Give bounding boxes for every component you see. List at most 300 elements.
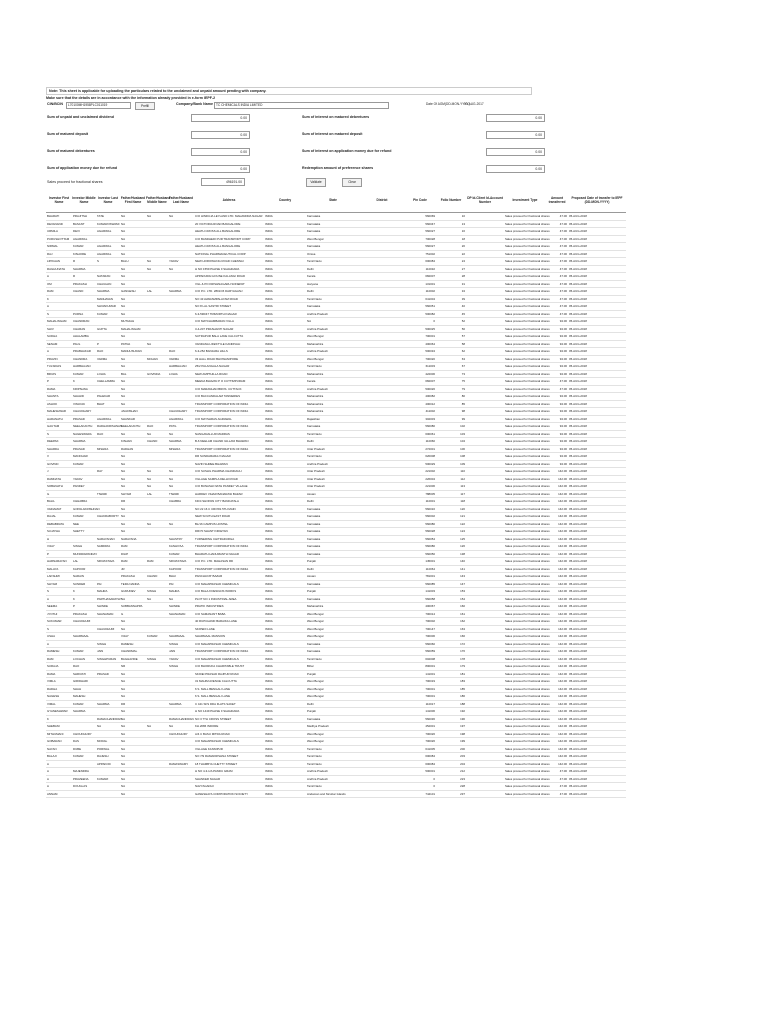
table-cell[interactable]: JAIN	[168, 648, 194, 656]
table-cell[interactable]: TURNERING CHITRADURGA	[194, 535, 264, 543]
table-cell[interactable]	[96, 333, 120, 341]
table-cell[interactable]: PRAJITSH	[72, 213, 96, 221]
table-cell[interactable]: 682007	[404, 273, 436, 281]
table-cell[interactable]: SUJATHA	[46, 528, 72, 536]
table-cell[interactable]: 600084	[404, 753, 436, 761]
table-cell[interactable]: Punjab	[306, 558, 360, 566]
table-cell[interactable]: 94.00	[546, 318, 568, 326]
table-cell[interactable]: 18 THAMBYA CHETTY STREET	[194, 760, 264, 768]
table-cell[interactable]: NA	[120, 505, 146, 513]
table-cell[interactable]: 142.00	[546, 670, 568, 678]
table-cell[interactable]	[146, 543, 168, 551]
table-cell[interactable]: SHINDE	[168, 603, 194, 611]
table-cell[interactable]: NAVYAGADHI	[194, 783, 264, 791]
table-cell[interactable]: KAPOOR	[168, 565, 194, 573]
table-cell[interactable]: KUMAROSWAMI	[97, 221, 120, 226]
table-cell[interactable]: Andhra Pradesh	[306, 385, 360, 393]
table-cell[interactable]: Sales proceed for fractional shares	[505, 551, 550, 556]
table-cell[interactable]: 47.00	[546, 310, 568, 318]
table-cell[interactable]	[168, 400, 194, 408]
table-cell[interactable]: Sales proceed for fractional shares	[505, 544, 550, 548]
fractional-shares-value[interactable]: 496191.00	[201, 178, 245, 186]
table-cell[interactable]: NA	[120, 595, 146, 603]
table-cell[interactable]: INDIA	[264, 295, 306, 303]
table-cell[interactable]: 700002	[404, 618, 436, 626]
table-cell[interactable]	[360, 490, 404, 498]
table-cell[interactable]: TATE	[96, 213, 120, 221]
table-cell[interactable]: NO 43 AVARAMPALAYAM ROAD	[194, 295, 264, 303]
table-cell[interactable]	[360, 625, 404, 633]
table-cell[interactable]: OM	[46, 280, 72, 288]
table-cell[interactable]: PANCHAYAT BAZAR	[194, 573, 264, 581]
table-cell[interactable]: Uttar Pradesh	[306, 475, 360, 483]
table-cell[interactable]	[466, 498, 504, 506]
table-cell[interactable]	[466, 453, 504, 461]
table-cell[interactable]: 142.00	[546, 475, 568, 483]
table-cell[interactable]: C/O MAHAPRASAD CHEMICALS	[194, 580, 264, 588]
table-cell[interactable]: 221006	[404, 483, 436, 491]
table-cell[interactable]	[360, 280, 404, 288]
table-cell[interactable]: A	[46, 640, 72, 648]
clear-button[interactable]: Clear	[342, 178, 362, 187]
table-cell[interactable]	[466, 580, 504, 588]
table-cell[interactable]: 05-AUG-2018	[568, 370, 626, 378]
table-cell[interactable]: Sales proceed for fractional shares	[505, 506, 550, 511]
table-cell[interactable]: Karnataka	[306, 213, 360, 221]
table-cell[interactable]: HARANATH	[46, 415, 72, 423]
table-cell[interactable]: 110001	[404, 498, 436, 506]
table-cell[interactable]: Karnataka	[306, 520, 360, 528]
table-cell[interactable]: 31	[436, 280, 466, 288]
table-cell[interactable]: 560059	[404, 648, 436, 656]
table-cell[interactable]	[466, 220, 504, 228]
table-cell[interactable]	[466, 243, 504, 251]
table-cell[interactable]: West Bengal	[306, 333, 360, 341]
table-cell[interactable]: 160	[436, 603, 466, 611]
table-cell[interactable]: 05-AUG-2018	[568, 363, 626, 371]
table-cell[interactable]: 142.00	[546, 505, 568, 513]
table-cell[interactable]: INDIA	[264, 273, 306, 281]
table-cell[interactable]: Sales proceed for fractional shares	[505, 229, 550, 233]
table-cell[interactable]	[360, 498, 404, 506]
table-cell[interactable]	[96, 265, 120, 273]
table-cell[interactable]: 18	[436, 235, 466, 243]
table-cell[interactable]: 05-AUG-2018	[568, 693, 626, 701]
table-cell[interactable]: Sales proceed for fractional shares	[505, 356, 550, 361]
table-cell[interactable]: YADAV	[72, 475, 96, 483]
table-cell[interactable]: Sales proceed for fractional shares	[505, 251, 550, 256]
table-cell[interactable]: HARBHAJAN	[168, 363, 194, 371]
table-cell[interactable]: INDIA	[264, 543, 306, 551]
table-cell[interactable]: 22	[436, 250, 466, 258]
table-cell[interactable]: KUMAR	[72, 513, 96, 521]
table-cell[interactable]	[168, 318, 194, 326]
table-cell[interactable]: LAL	[146, 288, 168, 296]
table-cell[interactable]: 47.00	[546, 243, 568, 251]
table-cell[interactable]: 142.00	[546, 573, 568, 581]
table-cell[interactable]: NA	[120, 363, 146, 371]
table-cell[interactable]: 142.00	[546, 730, 568, 738]
table-cell[interactable]: Sales proceed for fractional shares	[505, 694, 550, 698]
table-cell[interactable]: 221002	[404, 468, 436, 476]
table-cell[interactable]: C/O MAHAPRASAD CHEMICALS	[194, 655, 264, 663]
table-cell[interactable]: Karnataka	[306, 228, 360, 236]
table-cell[interactable]: 212	[436, 768, 466, 776]
table-cell[interactable]: SURAJA	[46, 663, 72, 671]
table-cell[interactable]: Haryana	[306, 280, 360, 288]
table-cell[interactable]: VARMA	[168, 355, 194, 363]
table-cell[interactable]	[360, 213, 404, 221]
table-cell[interactable]: 172	[436, 640, 466, 648]
table-cell[interactable]: 05-AUG-2018	[568, 580, 626, 588]
table-cell[interactable]: 153	[436, 588, 466, 596]
table-cell[interactable]: KUMAR	[72, 648, 96, 656]
table-cell[interactable]: 16	[436, 228, 466, 236]
table-cell[interactable]: RAM	[46, 655, 72, 663]
table-cell[interactable]: 142.00	[546, 520, 568, 528]
table-cell[interactable]	[466, 678, 504, 686]
table-cell[interactable]: NA	[120, 273, 146, 281]
table-cell[interactable]: 560027	[404, 243, 436, 251]
table-cell[interactable]: V	[46, 453, 72, 461]
table-cell[interactable]: NA	[120, 730, 146, 738]
table-cell[interactable]	[466, 325, 504, 333]
table-cell[interactable]	[466, 783, 504, 791]
table-cell[interactable]: 05-AUG-2018	[568, 535, 626, 543]
table-cell[interactable]	[466, 483, 504, 491]
table-cell[interactable]: LOCHAN	[72, 655, 96, 663]
table-cell[interactable]	[146, 333, 168, 341]
table-cell[interactable]: LOHIA	[96, 370, 120, 378]
table-cell[interactable]	[466, 625, 504, 633]
table-cell[interactable]: 121	[436, 513, 466, 521]
table-cell[interactable]: 142.00	[546, 738, 568, 746]
table-cell[interactable]	[168, 385, 194, 393]
table-cell[interactable]: HEATH CROSS ALL BANGALORE	[194, 228, 264, 236]
table-cell[interactable]	[466, 303, 504, 311]
table-cell[interactable]: C/O P.C. LTD. MAHASAN RD	[194, 558, 264, 566]
table-cell[interactable]	[466, 400, 504, 408]
table-cell[interactable]: H NO 1559 PHASE II SHAHDARA	[194, 265, 264, 273]
table-cell[interactable]: 05-AUG-2018	[568, 310, 626, 318]
table-cell[interactable]: 0	[404, 783, 436, 791]
table-cell[interactable]: SENAM	[46, 340, 72, 348]
table-cell[interactable]: VANDANA LIFESTYLE KANDIVALI	[194, 340, 264, 348]
table-cell[interactable]: 05-AUG-2018	[568, 483, 626, 491]
table-cell[interactable]: Tamil Nadu	[306, 453, 360, 461]
table-cell[interactable]: SHARMA	[96, 700, 120, 708]
table-cell[interactable]	[360, 655, 404, 663]
table-cell[interactable]: INDIA	[264, 633, 306, 641]
table-cell[interactable]: Sales proceed for fractional shares	[505, 686, 550, 691]
table-cell[interactable]: Sales proceed for fractional shares	[505, 641, 550, 646]
table-cell[interactable]: A	[46, 768, 72, 776]
table-cell[interactable]: CHAUDHURI	[96, 625, 120, 633]
table-cell[interactable]: Sales proceed for fractional shares	[505, 784, 550, 788]
table-cell[interactable]: 142.00	[546, 625, 568, 633]
table-cell[interactable]	[96, 460, 120, 468]
table-cell[interactable]: MODAL	[96, 738, 120, 746]
table-cell[interactable]: INDIA	[264, 430, 306, 438]
table-cell[interactable]: NIRMAL	[46, 243, 72, 251]
table-cell[interactable]	[146, 363, 168, 371]
table-cell[interactable]	[168, 325, 194, 333]
table-cell[interactable]: 05-AUG-2018	[568, 558, 626, 566]
table-cell[interactable]: RAO	[96, 348, 120, 356]
table-cell[interactable]: AGARWAL	[72, 235, 96, 243]
table-cell[interactable]	[146, 783, 168, 791]
table-cell[interactable]: NEW HOROWLING ROAD CHENNAI	[194, 258, 264, 266]
table-cell[interactable]: MAHALINGAM	[120, 325, 146, 333]
table-cell[interactable]: Sales proceed for fractional shares	[505, 581, 550, 586]
table-cell[interactable]: RADHAKRISHNAN	[97, 424, 123, 428]
table-cell[interactable]: KUMAR	[72, 460, 96, 468]
table-cell[interactable]: INDIA	[264, 250, 306, 258]
table-cell[interactable]: P	[46, 550, 72, 558]
table-cell[interactable]: VIMAL	[46, 700, 72, 708]
table-cell[interactable]: TRANSPORT CORPORATION OF INDIA	[194, 408, 264, 416]
table-cell[interactable]: NA	[120, 393, 146, 401]
table-cell[interactable]: Sales proceed for fractional shares	[505, 214, 550, 218]
table-cell[interactable]: 0	[404, 318, 436, 326]
table-cell[interactable]	[168, 250, 194, 258]
table-cell[interactable]: 183	[436, 678, 466, 686]
table-cell[interactable]	[146, 603, 168, 611]
table-cell[interactable]	[466, 693, 504, 701]
table-cell[interactable]: 47.00	[546, 228, 568, 236]
table-cell[interactable]: SAMDRIA	[96, 543, 120, 551]
table-cell[interactable]: PAI	[168, 580, 194, 588]
table-cell[interactable]: Sales proceed for fractional shares	[505, 319, 550, 323]
table-cell[interactable]: Sales proceed for fractional shares	[505, 664, 550, 668]
table-cell[interactable]	[146, 228, 168, 236]
table-cell[interactable]: 05-AUG-2018	[568, 333, 626, 341]
table-cell[interactable]: 560060	[404, 640, 436, 648]
table-cell[interactable]: NA	[146, 213, 168, 221]
table-cell[interactable]	[146, 550, 168, 558]
table-cell[interactable]	[360, 265, 404, 273]
table-cell[interactable]: JR	[120, 565, 146, 573]
table-cell[interactable]: RAM	[120, 558, 146, 566]
table-cell[interactable]: West Bengal	[306, 678, 360, 686]
table-cell[interactable]: YADAV	[168, 258, 194, 266]
table-cell[interactable]: KUMAR	[72, 700, 96, 708]
table-cell[interactable]	[466, 468, 504, 476]
table-cell[interactable]: Sales proceed for fractional shares	[505, 776, 550, 781]
table-cell[interactable]: NEELAKANTH	[120, 423, 146, 431]
table-cell[interactable]: INDIA	[264, 400, 306, 408]
table-cell[interactable]: Sales proceed for fractional shares	[505, 334, 550, 338]
table-cell[interactable]: TULSIDAS	[46, 363, 72, 371]
table-cell[interactable]: P	[46, 378, 72, 386]
table-cell[interactable]: NA	[120, 723, 146, 731]
table-cell[interactable]: 142.00	[546, 655, 568, 663]
table-cell[interactable]	[466, 393, 504, 401]
table-cell[interactable]: SINGH	[72, 543, 96, 551]
table-cell[interactable]: YADAV	[168, 655, 194, 663]
table-cell[interactable]: RAM	[46, 288, 72, 296]
table-cell[interactable]	[466, 745, 504, 753]
table-cell[interactable]: GYANESHWAR	[46, 708, 72, 716]
table-cell[interactable]: 05-AUG-2018	[568, 775, 626, 783]
table-cell[interactable]: APPADURAI HOUSE KALANGI ROAD	[194, 273, 264, 281]
table-cell[interactable]: INDIA	[264, 783, 306, 791]
table-cell[interactable]: INDIA	[264, 790, 306, 798]
table-cell[interactable]	[146, 715, 168, 723]
table-cell[interactable]: 05-AUG-2018	[568, 340, 626, 348]
table-cell[interactable]	[96, 385, 120, 393]
table-cell[interactable]: INDIA	[264, 573, 306, 581]
table-cell[interactable]: INDIA	[264, 640, 306, 648]
table-cell[interactable]: GOVIND	[46, 460, 72, 468]
table-cell[interactable]: 196	[436, 715, 466, 723]
table-cell[interactable]	[146, 700, 168, 708]
table-cell[interactable]: Sales proceed for fractional shares	[505, 679, 550, 683]
table-cell[interactable]: CHAUDHARY	[72, 408, 96, 416]
table-cell[interactable]: PURNA	[72, 310, 96, 318]
table-cell[interactable]: 142.00	[546, 700, 568, 708]
table-cell[interactable]: Sales proceed for fractional shares	[505, 349, 550, 353]
table-cell[interactable]: RAJAL	[46, 513, 72, 521]
table-cell[interactable]: INDIA	[264, 685, 306, 693]
table-cell[interactable]	[146, 378, 168, 386]
table-cell[interactable]: SHANKER NAGAR	[194, 775, 264, 783]
table-cell[interactable]	[360, 618, 404, 626]
table-cell[interactable]: Punjab	[306, 588, 360, 596]
table-cell[interactable]	[146, 565, 168, 573]
table-cell[interactable]: NATIONAL PHARMACEUTICAL CORP	[194, 250, 264, 258]
table-cell[interactable]	[168, 340, 194, 348]
table-cell[interactable]	[466, 310, 504, 318]
table-cell[interactable]	[360, 670, 404, 678]
table-cell[interactable]: Sales proceed for fractional shares	[505, 521, 550, 526]
table-cell[interactable]: INDIA	[264, 700, 306, 708]
table-cell[interactable]: NA	[120, 753, 146, 761]
table-cell[interactable]: INDIA	[264, 580, 306, 588]
table-cell[interactable]: BHARATI	[46, 213, 72, 221]
table-cell[interactable]: INDIA	[264, 348, 306, 356]
table-cell[interactable]: 600061	[404, 430, 436, 438]
table-cell[interactable]: 05-AUG-2018	[568, 258, 626, 266]
table-cell[interactable]	[146, 318, 168, 326]
table-cell[interactable]: Karnataka	[306, 543, 360, 551]
table-cell[interactable]: West Bengal	[306, 610, 360, 618]
table-cell[interactable]: INDIA	[264, 768, 306, 776]
table-cell[interactable]	[360, 580, 404, 588]
table-cell[interactable]: SHARMAAL	[72, 633, 96, 641]
table-cell[interactable]: 600084	[404, 258, 436, 266]
table-cell[interactable]: K	[46, 715, 72, 723]
table-cell[interactable]	[168, 378, 194, 386]
table-cell[interactable]: SRIVASTAVA	[168, 558, 194, 566]
table-cell[interactable]: INDIA	[264, 655, 306, 663]
table-cell[interactable]: NA	[168, 483, 194, 491]
table-cell[interactable]: A	[46, 783, 72, 791]
table-cell[interactable]: 47.00	[546, 265, 568, 273]
table-cell[interactable]: BAL	[120, 370, 146, 378]
table-cell[interactable]: Sales proceed for fractional shares	[505, 364, 550, 368]
table-cell[interactable]: NA	[120, 528, 146, 536]
table-cell[interactable]: 560080	[404, 520, 436, 528]
table-cell[interactable]: 199	[436, 738, 466, 746]
table-cell[interactable]: 176	[436, 648, 466, 656]
table-cell[interactable]: 05-AUG-2018	[568, 678, 626, 686]
table-cell[interactable]: P	[72, 603, 96, 611]
table-cell[interactable]: 47.00	[546, 288, 568, 296]
table-cell[interactable]: 47.00	[546, 250, 568, 258]
table-cell[interactable]: Sales proceed for fractional shares	[505, 769, 550, 773]
table-cell[interactable]: Karnataka	[306, 580, 360, 588]
table-cell[interactable]: 47.00	[546, 790, 568, 798]
table-cell[interactable]: Sales proceed for fractional shares	[505, 701, 550, 706]
table-cell[interactable]: A	[46, 273, 72, 281]
table-cell[interactable]: Bihar	[306, 663, 360, 671]
table-cell[interactable]: 47.00	[546, 258, 568, 266]
table-cell[interactable]: SHANAMAN	[96, 610, 120, 618]
table-cell[interactable]: 110060	[404, 438, 436, 446]
table-cell[interactable]: 560016	[404, 505, 436, 513]
table-cell[interactable]: PATIL	[168, 423, 194, 431]
table-cell[interactable]	[360, 438, 404, 446]
table-cell[interactable]	[96, 438, 120, 446]
table-cell[interactable]: Delhi	[306, 700, 360, 708]
table-cell[interactable]: K	[72, 588, 96, 596]
table-cell[interactable]: 05-AUG-2018	[568, 468, 626, 476]
table-cell[interactable]: 05-AUG-2018	[568, 453, 626, 461]
table-cell[interactable]: DR	[120, 498, 146, 506]
table-cell[interactable]: Sales proceed for fractional shares	[505, 491, 550, 496]
table-cell[interactable]: Sales proceed for fractional shares	[505, 529, 550, 533]
table-cell[interactable]: 52	[436, 318, 466, 326]
table-cell[interactable]	[466, 753, 504, 761]
table-cell[interactable]: INDIA	[264, 483, 306, 491]
table-cell[interactable]: SEEMA	[46, 603, 72, 611]
table-cell[interactable]	[360, 565, 404, 573]
table-cell[interactable]: 27	[436, 265, 466, 273]
summary-value[interactable]: 0.00	[486, 148, 545, 156]
table-cell[interactable]	[466, 295, 504, 303]
table-cell[interactable]	[360, 355, 404, 363]
table-cell[interactable]: INDIA	[264, 393, 306, 401]
table-cell[interactable]: Tamil Nadu	[306, 655, 360, 663]
summary-value[interactable]: 0.00	[191, 131, 250, 139]
table-cell[interactable]	[360, 340, 404, 348]
table-cell[interactable]: 10	[436, 213, 466, 221]
table-cell[interactable]: 110	[436, 468, 466, 476]
table-cell[interactable]: Sales proceed for fractional shares	[505, 236, 550, 241]
table-cell[interactable]	[146, 310, 168, 318]
table-cell[interactable]: 05-AUG-2018	[568, 228, 626, 236]
table-cell[interactable]: PARTHASARATHY	[97, 596, 122, 601]
table-cell[interactable]	[360, 610, 404, 618]
summary-value[interactable]: 0.00	[486, 131, 545, 139]
table-cell[interactable]	[72, 295, 96, 303]
table-cell[interactable]	[146, 513, 168, 521]
table-cell[interactable]: 197	[436, 723, 466, 731]
table-cell[interactable]: West Bengal	[306, 738, 360, 746]
table-cell[interactable]: 142.00	[546, 753, 568, 761]
table-cell[interactable]: INDIA	[264, 535, 306, 543]
table-cell[interactable]: NARAYANAN	[96, 535, 120, 543]
table-cell[interactable]: Sales proceed for fractional shares	[505, 424, 550, 428]
table-cell[interactable]: INDIA	[264, 355, 306, 363]
table-cell[interactable]: 05-AUG-2018	[568, 640, 626, 648]
table-cell[interactable]: RADHA	[46, 685, 72, 693]
table-cell[interactable]: DOUGLAS	[72, 783, 96, 791]
table-cell[interactable]: USHA	[46, 633, 72, 641]
table-cell[interactable]: SHASTRY	[168, 535, 194, 543]
table-cell[interactable]	[72, 303, 96, 311]
